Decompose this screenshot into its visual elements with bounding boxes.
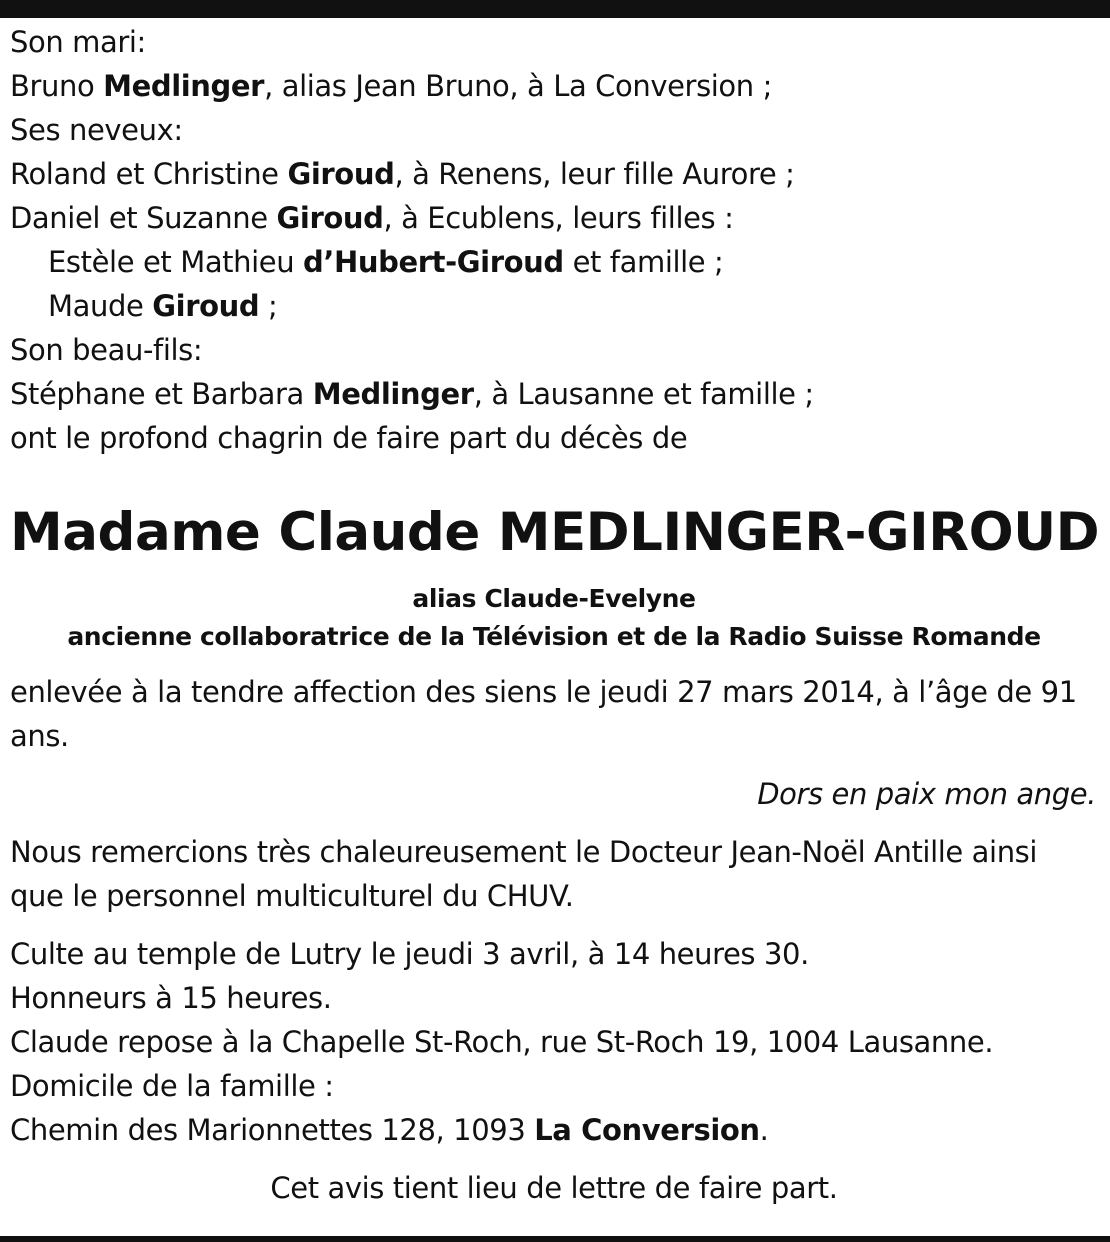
grandniece-line-1: Estèle et Mathieu d’Hubert-Giroud et famille ; — [48, 245, 724, 279]
husband-surname: Medlinger — [103, 69, 265, 103]
grandniece2-surname: Giroud — [152, 289, 260, 323]
husband-line: Bruno Medlinger, alias Jean Bruno, à La Conversion ; — [10, 69, 772, 103]
nephew-line-1: Roland et Christine Giroud, à Renens, leur fille Aurore ; — [10, 157, 795, 191]
epitaph: Dors en paix mon ange. — [757, 777, 1096, 811]
nephews-heading: Ses neveux: — [10, 113, 183, 147]
top-rule — [0, 0, 1110, 18]
obituary-notice — [10, 20, 1098, 1210]
stepson-surname: Medlinger — [312, 377, 474, 411]
bottom-rule — [0, 1236, 1110, 1242]
announcement-line: ont le profond chagrin de faire part du décès de — [10, 421, 688, 455]
thanks-paragraph: Nous remercions très chaleureusement le Docteur Jean-Noël Antille ainsi que le personnel multiculturel du CHUV. — [10, 835, 1038, 913]
stepson-line: Stéphane et Barbara Medlinger, à Lausanne et famille ; — [10, 377, 814, 411]
home-heading: Domicile de la famille : — [10, 1069, 334, 1103]
service-line: Culte au temple de Lutry le jeudi 3 avril, à 14 heures 30. — [10, 937, 809, 971]
nephew1-surname: Giroud — [287, 157, 395, 191]
rest-line: Claude repose à la Chapelle St-Roch, rue St-Roch 19, 1004 Lausanne. — [10, 1025, 994, 1059]
closing-line: Cet avis tient lieu de lettre de faire part. — [270, 1171, 838, 1205]
ceremony-block — [10, 932, 1098, 1152]
address-line: Chemin des Marionnettes 128, 1093 La Conversion. — [10, 1113, 769, 1147]
nephew2-surname: Giroud — [276, 201, 384, 235]
address-locality: La Conversion — [534, 1113, 760, 1147]
husband-heading: Son mari: — [10, 25, 146, 59]
honours-line: Honneurs à 15 heures. — [10, 981, 332, 1015]
deceased-name: Madame Claude MEDLINGER-GIROUD — [10, 502, 1100, 563]
grandniece-line-2: Maude Giroud ; — [48, 289, 278, 323]
death-notice: enlevée à la tendre affection des siens le jeudi 27 mars 2014, à l’âge de 91 ans. — [10, 675, 1077, 753]
deceased-alias: alias Claude-Evelyne — [412, 584, 696, 613]
grandniece1-surname: d’Hubert-Giroud — [303, 245, 564, 279]
deceased-role: ancienne collaboratrice de la Télévision et de la Radio Suisse Romande — [67, 622, 1041, 651]
nephew-line-2: Daniel et Suzanne Giroud, à Ecublens, leurs filles : — [10, 201, 734, 235]
stepson-heading: Son beau-fils: — [10, 333, 203, 367]
